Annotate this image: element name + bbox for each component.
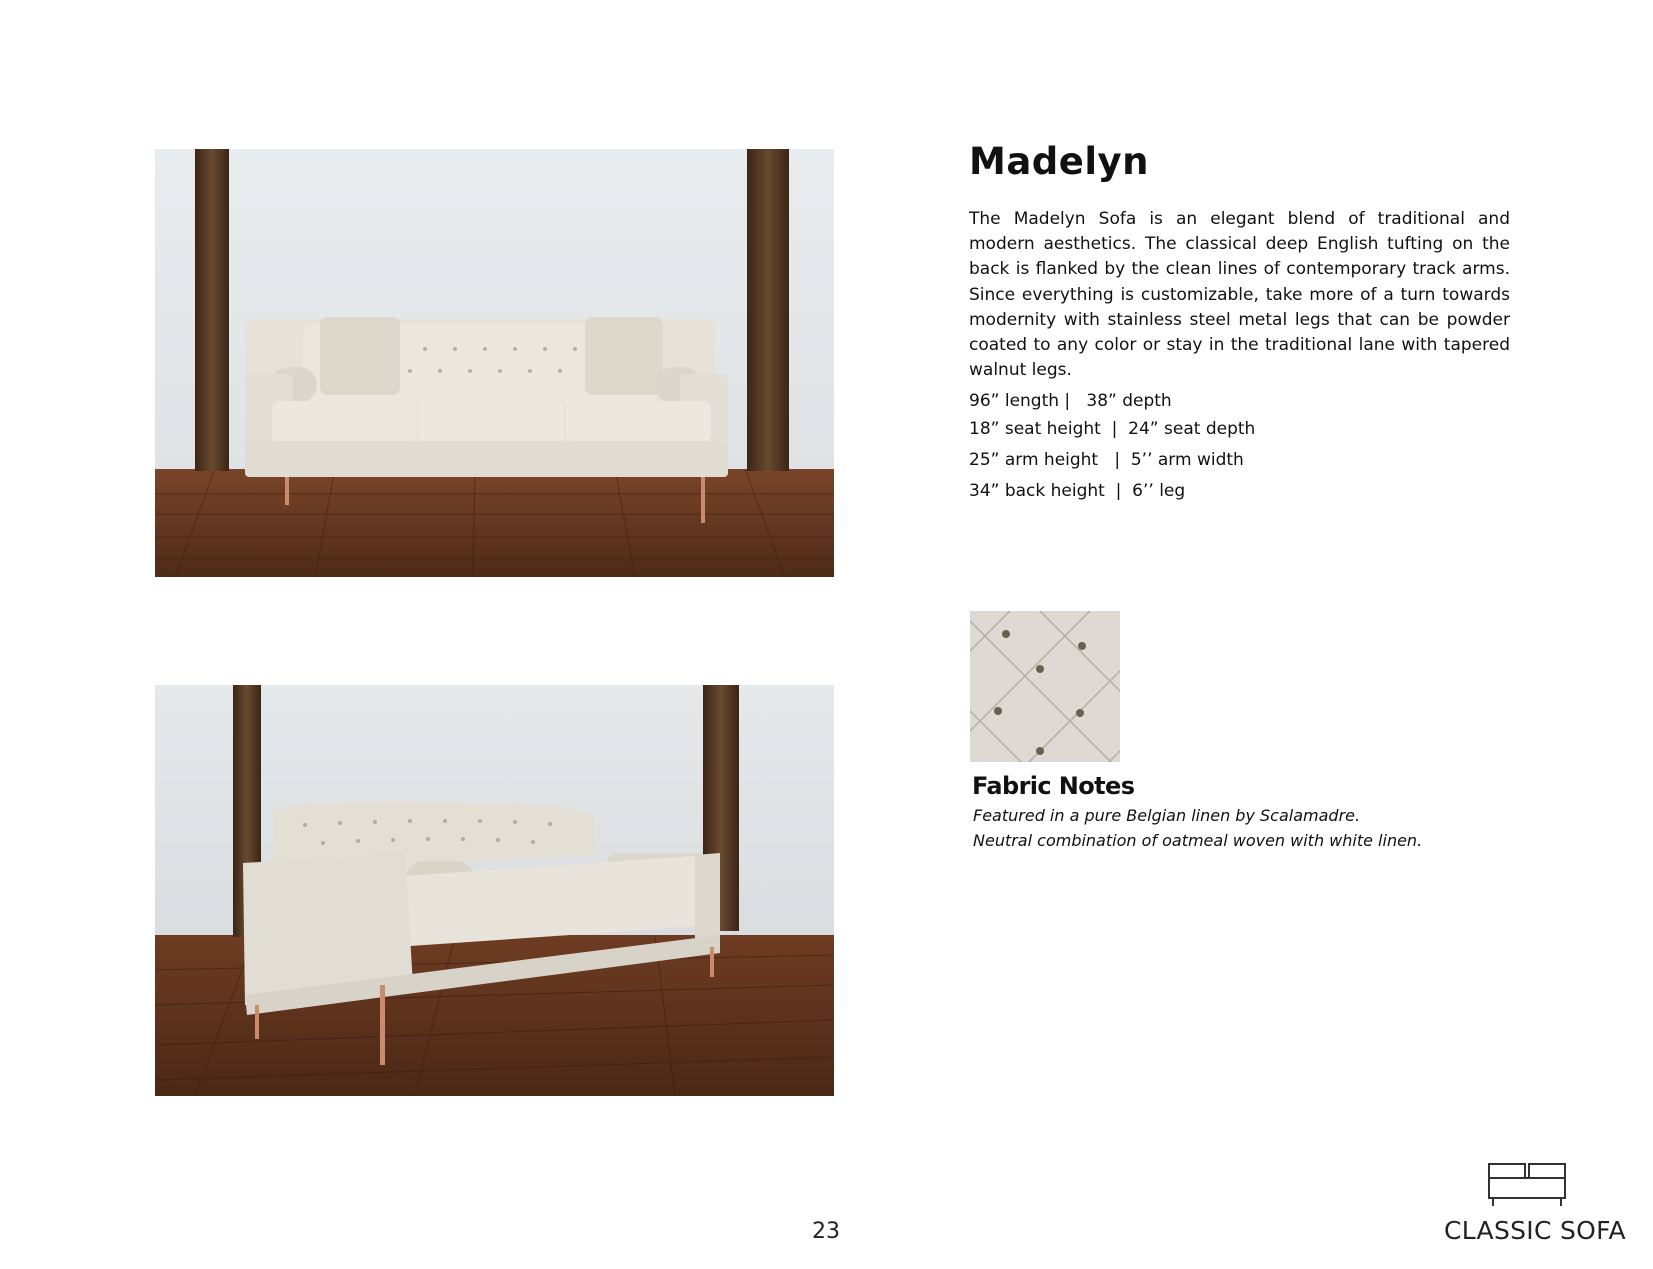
spec-line: 96” length | 38” depth — [969, 391, 1172, 411]
product-description: The Madelyn Sofa is an elegant blend of traditional and modern aesthetics. The classical deep English tufting on the back is flanked by the clean lines of contemporary track arms. Since everything is customizable, take more of a turn towards modernity with stainless steel metal legs that can be powder coated to any color or stay in the traditional lane with tapered walnut legs. — [969, 209, 1510, 381]
fabric-swatch — [970, 611, 1120, 762]
page-number: 23 — [812, 1219, 840, 1244]
sofa-angle-illustration — [155, 685, 834, 1096]
tufted-fabric-swatch-image — [970, 611, 1120, 762]
spec-line: 18” seat height | 24” seat depth — [969, 419, 1256, 439]
fabric-notes-heading: Fabric Notes — [972, 772, 1135, 800]
sofa-angle-photo — [155, 685, 834, 1096]
spec-line: 25” arm height | 5’’ arm width — [969, 450, 1244, 470]
product-title: Madelyn — [969, 140, 1150, 183]
sofa-outline-icon — [1488, 1163, 1566, 1207]
sofa-front-photo — [155, 149, 834, 577]
brand-name: CLASSIC SOFA — [1444, 1216, 1626, 1245]
spec-line: 34” back height | 6’’ leg — [969, 481, 1186, 501]
fabric-note-line: Neutral combination of oatmeal woven with white linen. — [973, 831, 1423, 850]
fabric-note-line: Featured in a pure Belgian linen by Scalamadre. — [973, 806, 1361, 825]
sofa-front-illustration — [155, 149, 834, 577]
